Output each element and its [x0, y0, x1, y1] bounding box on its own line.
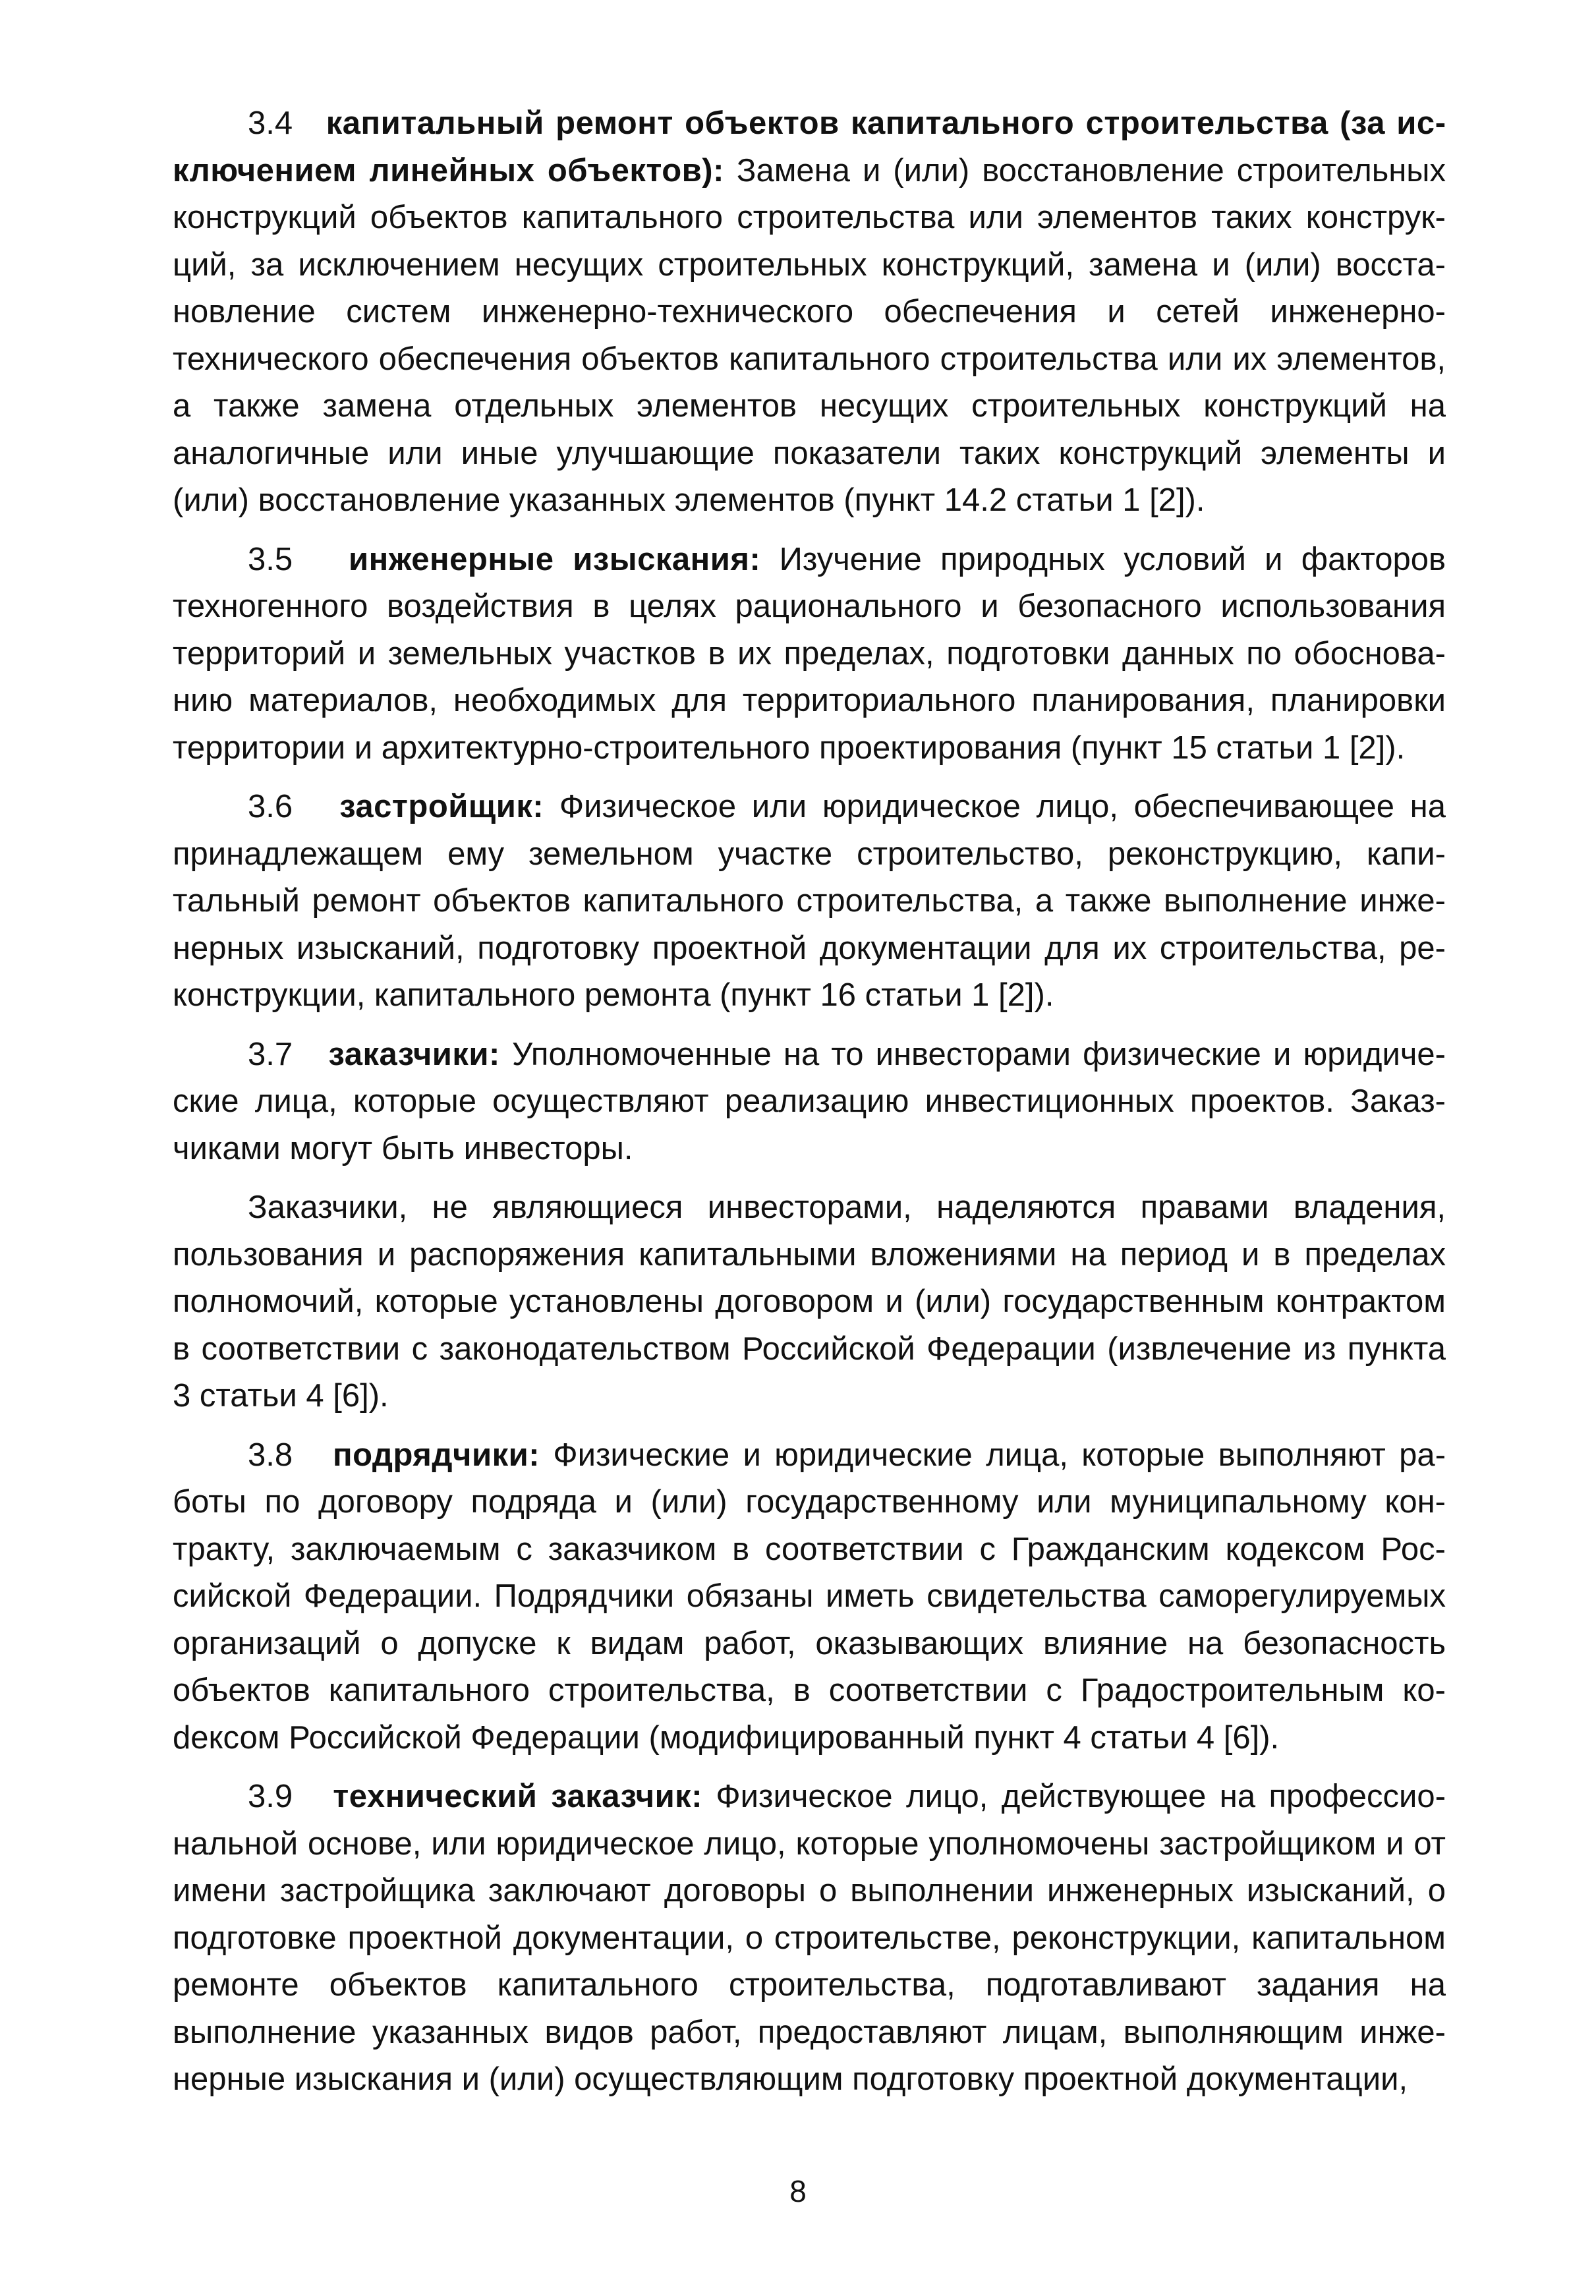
definition-term: капитальный ремонт объектов капитального строительства (за исключением линейных объектов): — [173, 105, 1446, 188]
definition-text: Замена и (или) восстановление строительных конструкций объектов капитального строительства или элементов таких конструкций, за исключением несущих строительных конструкций, замена и (или) восстановление систем инженерно-технического обеспечения и сетей инженерно-технического обеспечения объектов капитального строительства или их элементов, а также замена отдельных элементов несущих строительных конструкций на аналогичные или иные улучшающие показатели таких конструкций элементы и (или) восстановление указанных элементов (пункт 14.2 статьи 1 [2]). — [173, 152, 1446, 518]
definition-number: 3.9 — [248, 1779, 293, 1814]
definition-number: 3.4 — [248, 105, 293, 141]
paragraph-text: Заказчики, не являющиеся инвесторами, наделяются правами владения, пользования и распоряжения капитальными вложениями на период и в пределах полномочий, которые установлены договором и (или) государственным контрактом в соответствии с законодательством Российской Федерации (извлечение из пункта 3 статьи 4 [6]). — [173, 1190, 1446, 1414]
definition-term: застройщик: — [339, 789, 544, 824]
definition-3-4 — [173, 100, 1446, 525]
definition-text: Физическое лицо, действующее на профессиональной основе, или юридическое лицо, которые уполномочены застройщиком и от имени застройщика заключают договоры о выполнении инженерных изысканий, о подготовке проектной документации, о строительстве, реконструкции, капитальном ремонте объектов капитального строительства, подготавливают задания на выполнение указанных видов работ, предоставляют лицам, выполняющим инженерные изыскания и (или) осуществляющим подготовку проектной документации, — [173, 1779, 1446, 2097]
definition-term: технический заказчик: — [333, 1779, 703, 1814]
definition-3-8 — [173, 1432, 1446, 1762]
definition-number: 3.7 — [248, 1036, 293, 1072]
definition-number: 3.5 — [248, 541, 293, 577]
page-number: 8 — [789, 2174, 807, 2208]
definition-term: инженерные изыскания: — [348, 541, 761, 577]
definition-text: Изучение природных условий и факторов техногенного воздействия в целях рационального и безопасного использования территорий и земельных участков в их пределах, подготовки данных по обоснованию материалов, необходимых для территориального планирования, планировки территории и архитектурно-строительного проектирования (пункт 15 статьи 1 [2]). — [173, 541, 1446, 766]
definition-term: подрядчики: — [333, 1437, 540, 1473]
definition-3-5 — [173, 536, 1446, 772]
definition-text: Физическое или юридическое лицо, обеспечивающее на принадлежащем ему земельном участке строительство, реконструкцию, капитальный ремонт объектов капитального строительства, а также выполнение инженерных изысканий, подготовку проектной документации для их строительства, реконструкции, капитального ремонта (пункт 16 статьи 1 [2]). — [173, 789, 1446, 1013]
definition-number: 3.8 — [248, 1437, 293, 1473]
definition-text: Уполномоченные на то инвесторами физические и юридические лица, которые осуществляют реализацию инвестиционных проектов. Заказчиками могут быть инвесторы. — [173, 1036, 1446, 1166]
definition-number: 3.6 — [248, 789, 293, 824]
definition-3-6 — [173, 784, 1446, 1019]
definition-3-9 — [173, 1773, 1446, 2104]
definition-3-7 — [173, 1031, 1446, 1173]
page-body — [173, 100, 1446, 2115]
definition-text: Физические и юридические лица, которые выполняют работы по договору подряда и (или) государственному или муниципальному контракту, заключаемым с заказчиком в соответствии с Гражданским кодексом Российской Федерации. Подрядчики обязаны иметь свидетельства саморегулируемых организаций о допуске к видам работ, оказывающих влияние на безопасность объектов капитального строительства, в соответствии с Градостроительным коdексом Российской Федерации (модифицированный пункт 4 статьи 4 [6]). — [173, 1437, 1446, 1756]
definition-term: заказчики: — [328, 1036, 500, 1072]
definition-3-7-continuation — [173, 1184, 1446, 1420]
